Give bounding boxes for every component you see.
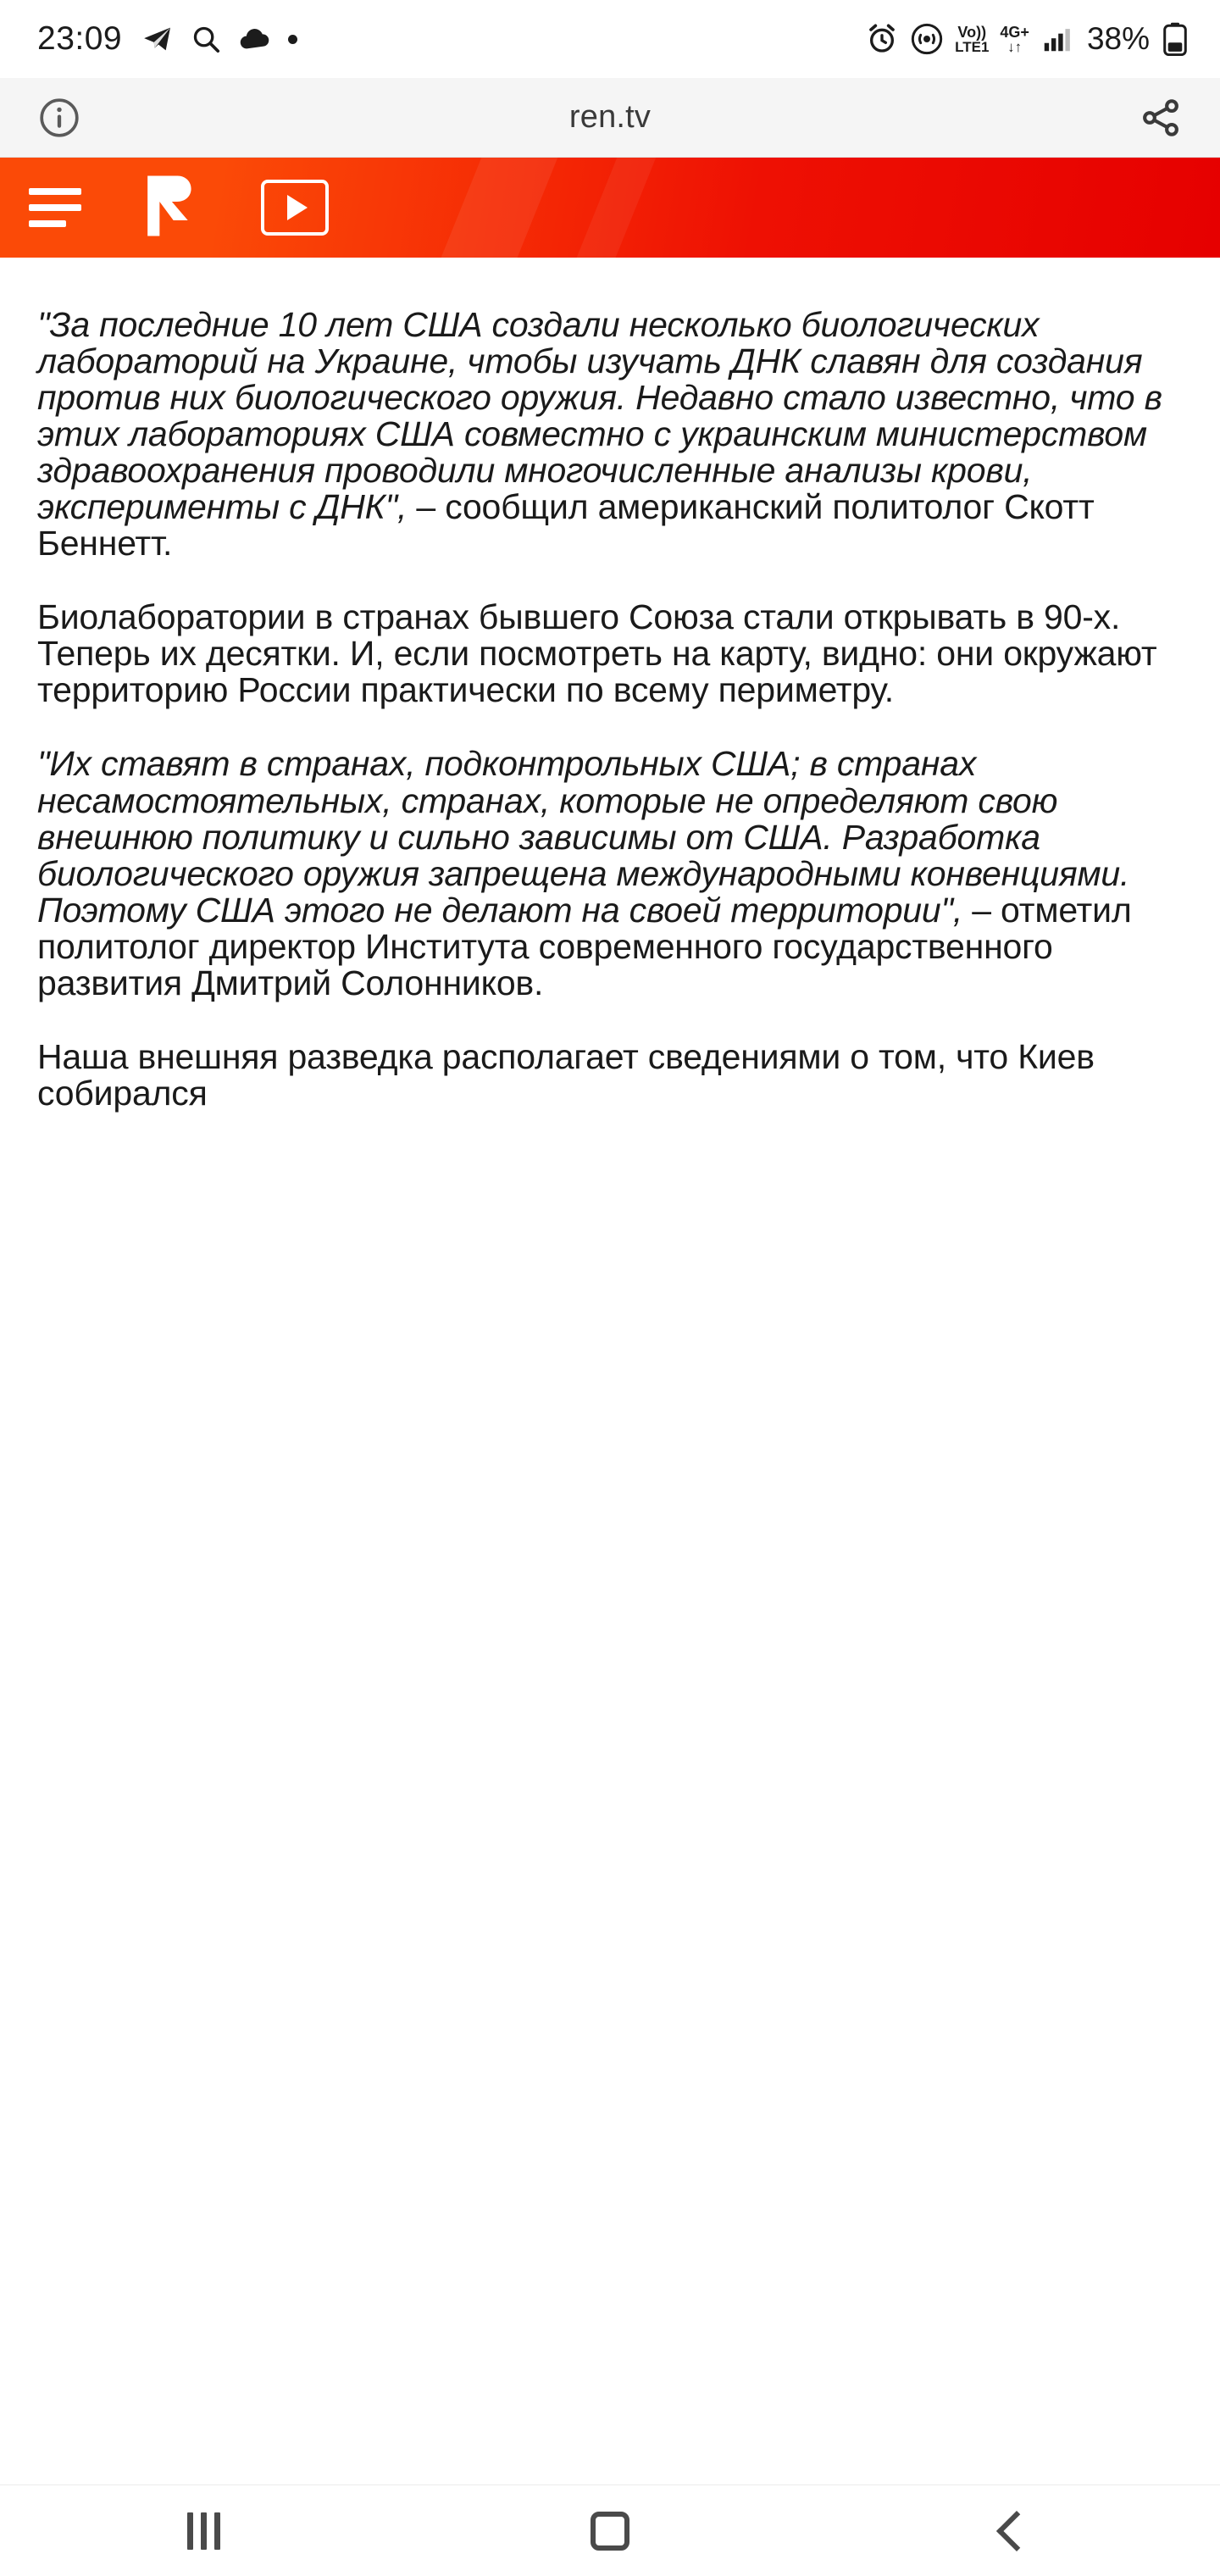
attribution-text-3: – отметил политолог директор Института современного государственного развития Дмитрий Солонников. (37, 890, 1132, 1002)
paragraph-quote-1 (37, 307, 1183, 562)
quote-text-1: "За последние 10 лет США создали несколько биологических лабораторий на Украине, чтобы изучать ДНК славян для создания против них биологического оружия. Недавно стало известно, что в этих лабораториях США совместно с украинским министерством здравоохранения проводили многочисленные анализы крови, эксперименты с ДНК", (37, 305, 1162, 527)
url-text[interactable]: ren.tv (568, 99, 652, 135)
status-bar-right (865, 21, 1190, 57)
network-type-icon (1000, 25, 1029, 54)
status-clock: 23:09 (37, 20, 123, 57)
battery-icon (1161, 22, 1190, 56)
back-icon (996, 2510, 1037, 2551)
volte-label-top: Vo)) (957, 23, 987, 41)
data-arrows-icon: ↓↑ (1007, 38, 1023, 55)
android-navigation-bar (0, 2484, 1220, 2576)
recents-icon (187, 2512, 220, 2550)
status-bar-left (37, 20, 297, 58)
status-notification-icons (141, 21, 297, 57)
status-bar (0, 0, 1220, 78)
recents-button[interactable] (152, 2485, 254, 2576)
volte-label-bottom: LTE1 (955, 38, 990, 55)
telegram-icon (141, 22, 175, 56)
site-header (0, 158, 1220, 258)
info-icon[interactable] (32, 91, 86, 145)
play-icon (287, 195, 308, 220)
search-icon (190, 23, 222, 55)
network-type-label: 4G+ (1000, 23, 1029, 41)
quote-text-3: "Их ставят в странах, подконтрольных США; в странах несамостоятельных, странах, которые не определяют свою внешнюю политику и сильно зависимы от США. Разработка биологического оружия запрещена международными конвенциями. Поэтому США этого не делают на своей территории", (37, 744, 1130, 930)
browser-address-bar[interactable] (0, 78, 1220, 158)
cloud-icon (237, 21, 273, 57)
attribution-text-1: – сообщил американский политолог Скотт Беннетт. (37, 487, 1095, 564)
signal-icon (1040, 23, 1073, 55)
home-button[interactable] (559, 2485, 661, 2576)
ren-tv-logo[interactable] (137, 173, 200, 243)
paragraph-4: Наша внешняя разведка располагает сведениями о том, что Киев собирался (37, 1036, 1095, 1113)
home-icon (591, 2512, 629, 2551)
article-body (0, 258, 1220, 2484)
dot-icon (288, 35, 297, 44)
paragraph-quote-3 (37, 746, 1183, 1001)
hamburger-menu-icon[interactable] (29, 188, 81, 227)
alarm-icon (865, 22, 899, 56)
volte-icon (955, 25, 989, 54)
paragraph-2: Биолаборатории в странах бывшего Союза стали открывать в 90-х. Теперь их десятки. И, если посмотреть на карту, видно: они окружают территорию России практически по всему периметру. (37, 597, 1157, 710)
battery-percent-label: 38% (1086, 21, 1150, 56)
share-icon[interactable] (1134, 91, 1188, 145)
back-button[interactable] (966, 2485, 1068, 2576)
nfc-icon (910, 22, 944, 56)
video-button[interactable] (261, 180, 329, 236)
